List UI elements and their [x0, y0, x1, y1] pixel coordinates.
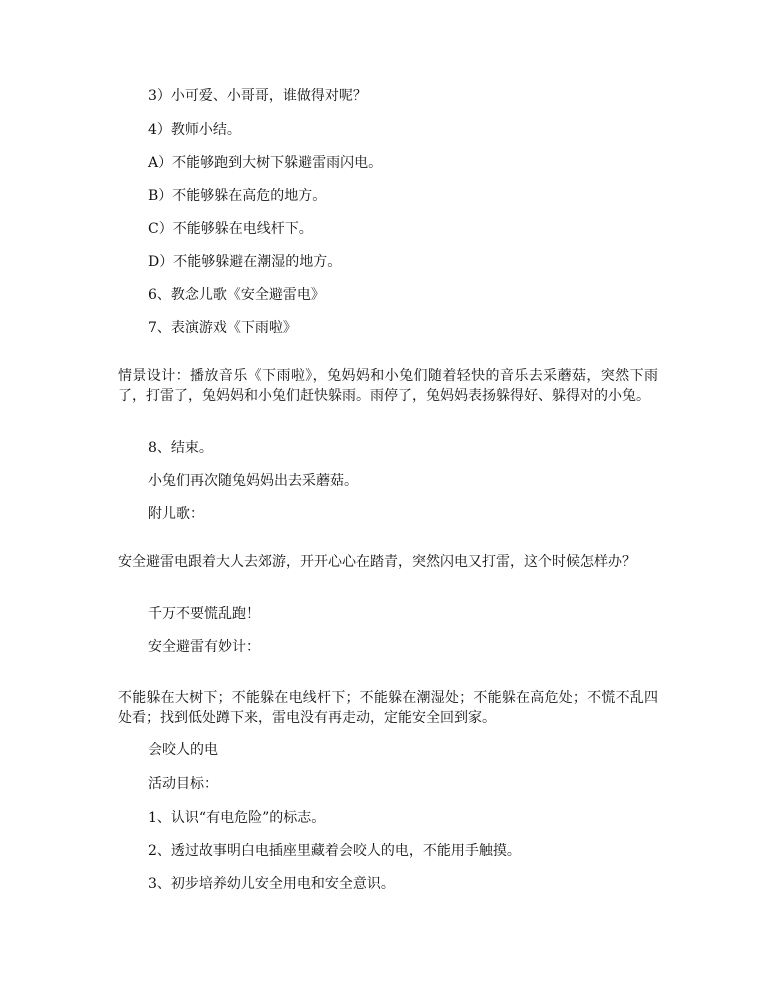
item-4: 4）教师小结。: [148, 122, 241, 138]
ending-line: 小兔们再次随兔妈妈出去采蘑菇。: [148, 473, 358, 489]
option-d: D）不能够躲避在潮湿的地方。: [148, 254, 342, 270]
option-a: A）不能够跑到大树下躲避雷雨闪电。: [148, 155, 383, 171]
next-section-title: 会咬人的电: [148, 742, 218, 758]
song-verse-paragraph: 不能躲在大树下；不能躲在电线杆下；不能躲在潮湿处；不能躲在高危处；不慌不乱四处看；找到低处蹲下来，雷电没有再走动，定能安全回到家。: [118, 690, 658, 726]
goal-2: 2、透过故事明白电插座里藏着会咬人的电，不能用手触摸。: [148, 843, 521, 859]
step-6: 6、教念儿歌《安全避雷电》: [148, 287, 325, 303]
appendix-title: 附儿歌：: [148, 506, 204, 522]
song-line-1: 千万不要慌乱跑！: [148, 606, 260, 622]
goal-1: 1、认识“有电危险”的标志。: [148, 810, 326, 826]
step-7: 7、表演游戏《下雨啦》: [148, 320, 297, 336]
song-intro-paragraph: 安全避雷电跟着大人去郊游，开开心心在踏青，突然闪电又打雷，这个时候怎样办？: [118, 554, 636, 570]
option-c: C）不能够躲在电线杆下。: [148, 221, 313, 237]
goals-title: 活动目标：: [148, 776, 218, 792]
goal-3: 3、初步培养幼儿安全用电和安全意识。: [148, 876, 395, 892]
option-b: B）不能够躲在高危的地方。: [148, 188, 327, 204]
step-8: 8、结束。: [148, 440, 213, 456]
song-line-2: 安全避雷有妙计：: [148, 639, 260, 655]
scene-design-paragraph: 情景设计：播放音乐《下雨啦》，兔妈妈和小兔们随着轻快的音乐去采蘑菇，突然下雨了，打雷了，兔妈妈和小兔们赶快躲雨。雨停了，兔妈妈表扬躲得好、躲得对的小兔。: [118, 368, 658, 404]
item-3: 3）小可爱、小哥哥，谁做得对呢？: [148, 88, 367, 104]
